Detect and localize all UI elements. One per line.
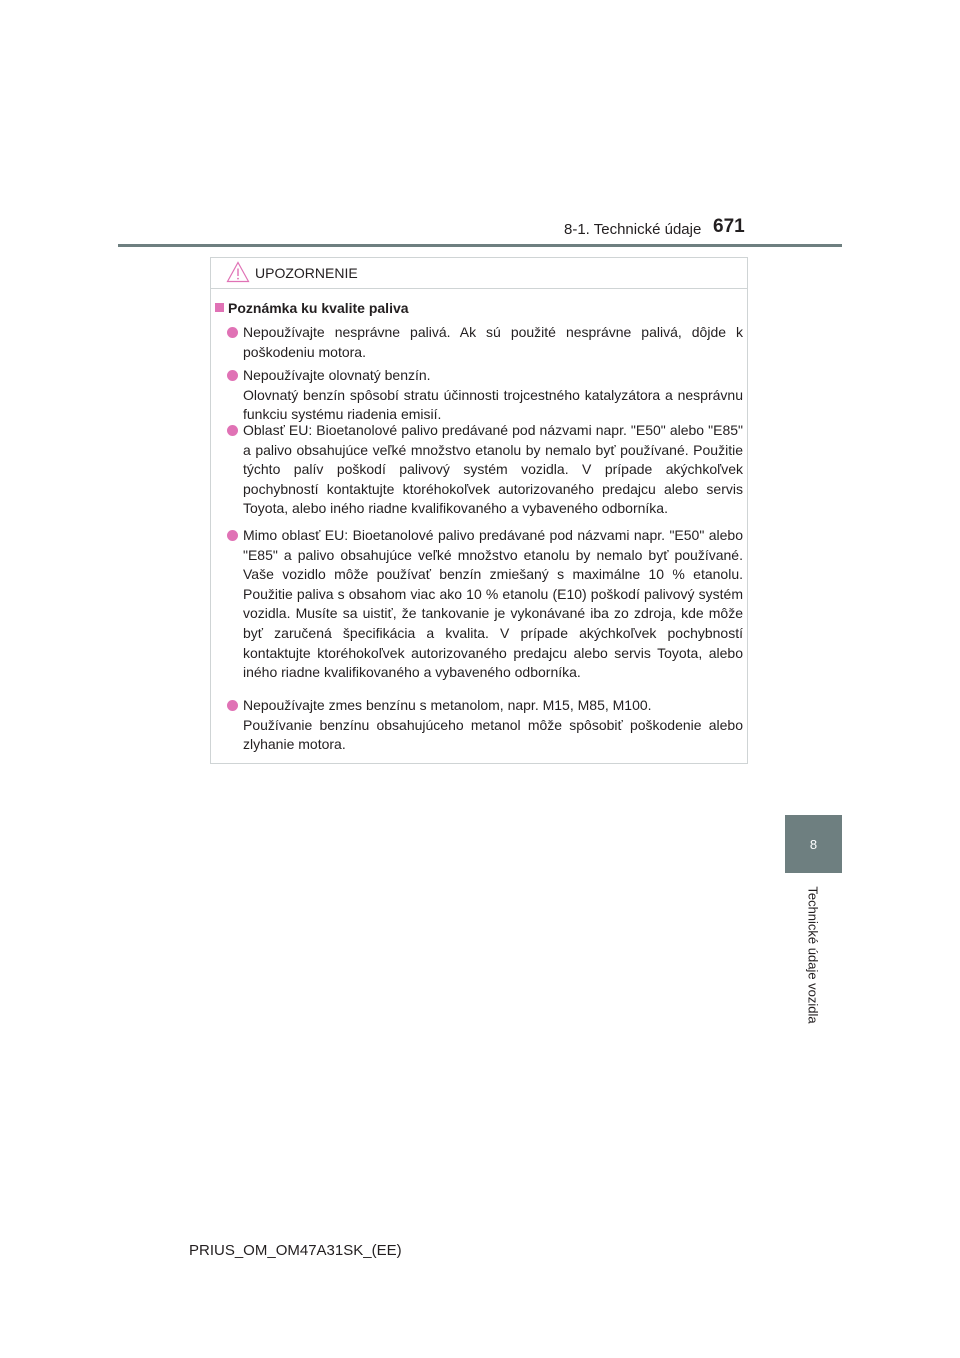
caution-title: UPOZORNENIE	[255, 265, 358, 281]
chapter-tab	[785, 815, 842, 873]
square-bullet-icon	[215, 303, 224, 312]
list-item-text: Používanie benzínu obsahujúceho metanol môže spôsobiť poškodenie alebo zlyhanie motora.	[243, 716, 743, 753]
warning-triangle-icon	[226, 261, 250, 283]
list-item-text: Nepoužívajte olovnatý benzín.	[243, 367, 431, 383]
bullet-icon	[227, 425, 238, 436]
chapter-number: 8	[809, 836, 818, 852]
list-item	[243, 323, 743, 362]
section-heading: 8-1. Technické údaje	[564, 221, 702, 238]
section-title-text: Poznámka ku kvalite paliva	[228, 300, 409, 316]
bullet-icon	[227, 327, 238, 338]
list-item-text: Nepoužívajte nesprávne palivá. Ak sú použité nesprávne palivá, dôjde k poškodeniu motora.	[243, 324, 743, 360]
list-item-text: Olovnatý benzín spôsobí stratu účinnosti trojcestného katalyzátora a nesprávnu funkciu systému riadenia emisií.	[243, 386, 743, 423]
list-item	[243, 526, 743, 683]
list-item-text: Oblasť EU: Bioetanolové palivo predávané pod názvami napr. "E50" alebo "E85" a palivo obsahujúce veľké množstvo etanolu by nemalo byť používané. Použitie týchto palív poškodí palivový systém vozidla. V prípade akýchkoľvek pochybností kontaktujte ktoréhokoľvek autorizovaného predajcu alebo servis Toyota, alebo iného riadne kvalifikovaného a vybaveného odborníka.	[243, 422, 743, 517]
bullet-icon	[227, 530, 238, 541]
bullet-icon	[227, 700, 238, 711]
list-item	[243, 366, 743, 425]
header-divider	[118, 244, 842, 247]
chapter-side-title: Technické údaje vozidla	[805, 886, 821, 1024]
document-code: PRIUS_OM_OM47A31SK_(EE)	[189, 1242, 402, 1259]
list-item-text: Mimo oblasť EU: Bioetanolové palivo predávané pod názvami napr. "E50" alebo "E85" a palivo obsahujúce veľké množstvo etanolu by nemalo byť používané. Vaše vozidlo môže používať benzín zmiešaný s maximálne 10 % etanolu. Použitie paliva s obsahom viac ako 10 % etanolu (E10) poškodí palivový systém vozidla. Musíte sa uistiť, že tankovanie je vykonávané iba zo zdroja, kde môže byť zaručená špecifikácia a kvalita. V prípade akýchkoľvek pochybností kontaktujte ktoréhokoľvek autorizovaného predajcu alebo servis Toyota, alebo iného riadne kvalifikovaného a vybaveného odborníka.	[243, 527, 743, 681]
section-title	[215, 300, 409, 316]
caution-box	[210, 257, 748, 764]
bullet-icon	[227, 370, 238, 381]
page-number: 671	[713, 216, 745, 237]
list-item	[243, 696, 743, 755]
list-item	[243, 421, 743, 519]
caution-header	[211, 258, 747, 289]
list-item-text: Nepoužívajte zmes benzínu s metanolom, napr. M15, M85, M100.	[243, 697, 652, 713]
